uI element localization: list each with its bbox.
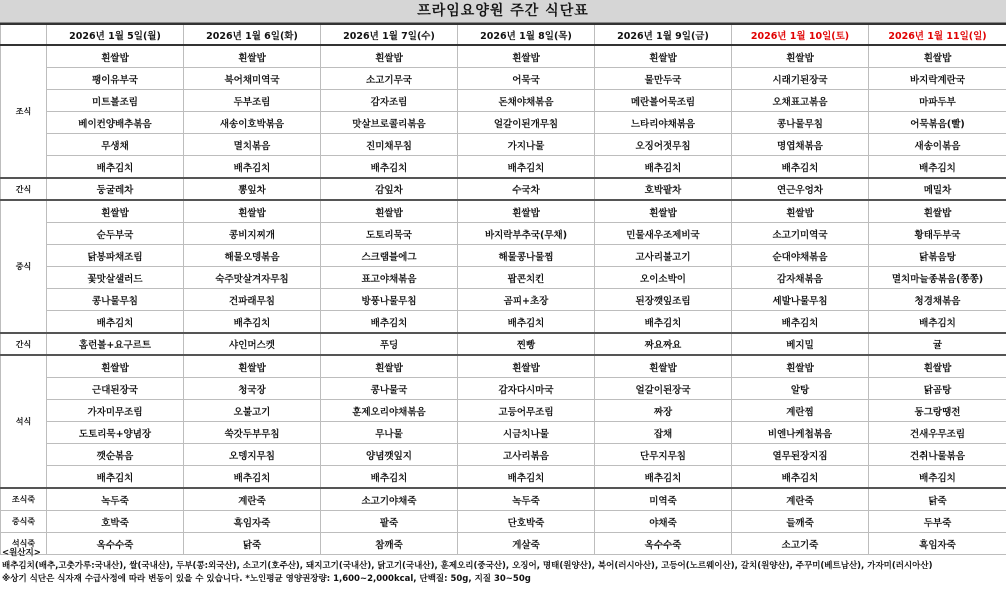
menu-cell: 마파두부 [869, 90, 1006, 112]
menu-cell: 맛살브로콜리볶음 [321, 112, 458, 134]
menu-cell: 흑임자죽 [869, 533, 1006, 555]
menu-cell: 흰쌀밥 [47, 200, 184, 223]
menu-cell: 콩나물무침 [47, 289, 184, 311]
menu-row [1, 45, 1006, 68]
menu-body [1, 45, 1006, 555]
menu-cell: 짜요짜요 [595, 333, 732, 355]
menu-row [1, 289, 1006, 311]
menu-cell: 배추김치 [595, 466, 732, 489]
menu-cell: 홈런볼+요구르트 [47, 333, 184, 355]
menu-cell: 고등어무조림 [458, 400, 595, 422]
corner-cell [1, 24, 47, 45]
menu-cell: 베지밀 [732, 333, 869, 355]
menu-cell: 어묵볶음(빨) [869, 112, 1006, 134]
menu-cell: 해물오뎅볶음 [184, 245, 321, 267]
menu-cell: 양념깻잎지 [321, 444, 458, 466]
menu-cell: 청경채볶음 [869, 289, 1006, 311]
menu-cell: 미역죽 [595, 488, 732, 511]
menu-cell: 방풍나물무침 [321, 289, 458, 311]
menu-cell: 샤인머스켓 [184, 333, 321, 355]
menu-cell: 흰쌀밥 [321, 355, 458, 378]
menu-cell: 계란찜 [732, 400, 869, 422]
menu-row [1, 311, 1006, 334]
menu-cell: 콩나물국 [321, 378, 458, 400]
menu-cell: 알탕 [732, 378, 869, 400]
menu-cell: 닭곰탕 [869, 378, 1006, 400]
date-header-weekend: 2026년 1월 10일(토) [732, 24, 869, 45]
menu-cell: 참깨죽 [321, 533, 458, 555]
menu-cell: 귤 [869, 333, 1006, 355]
menu-cell: 뽕잎차 [184, 178, 321, 200]
menu-cell: 배추김치 [47, 311, 184, 334]
menu-cell: 흰쌀밥 [184, 45, 321, 68]
menu-cell: 흰쌀밥 [321, 45, 458, 68]
menu-cell: 열무된장지짐 [732, 444, 869, 466]
menu-cell: 흰쌀밥 [47, 355, 184, 378]
menu-cell: 배추김치 [732, 466, 869, 489]
menu-cell: 팥죽 [321, 511, 458, 533]
menu-cell: 게살죽 [458, 533, 595, 555]
menu-cell: 녹두죽 [458, 488, 595, 511]
menu-cell: 도토리묵+양념장 [47, 422, 184, 444]
menu-cell: 배추김치 [869, 311, 1006, 334]
date-header: 2026년 1월 5일(월) [47, 24, 184, 45]
menu-cell: 돈채야채볶음 [458, 90, 595, 112]
menu-cell: 오채표고볶음 [732, 90, 869, 112]
menu-cell: 계란죽 [732, 488, 869, 511]
menu-row [1, 90, 1006, 112]
menu-cell: 순두부국 [47, 223, 184, 245]
menu-cell: 메밀차 [869, 178, 1006, 200]
menu-cell: 시금치나물 [458, 422, 595, 444]
menu-cell: 쑥갓두부무침 [184, 422, 321, 444]
menu-cell: 명엽채볶음 [732, 134, 869, 156]
menu-row [1, 178, 1006, 200]
menu-cell: 바지락부추국(무채) [458, 223, 595, 245]
menu-cell: 흰쌀밥 [595, 45, 732, 68]
menu-cell: 고사리볶음 [458, 444, 595, 466]
menu-row [1, 112, 1006, 134]
menu-cell: 얼갈이된장국 [595, 378, 732, 400]
menu-row [1, 511, 1006, 533]
menu-cell: 흰쌀밥 [869, 200, 1006, 223]
meal-label: 간식 [1, 178, 47, 200]
menu-cell: 흰쌀밥 [732, 200, 869, 223]
menu-cell: 된장깻잎조림 [595, 289, 732, 311]
menu-cell: 흰쌀밥 [732, 355, 869, 378]
menu-cell: 감잎차 [321, 178, 458, 200]
menu-row [1, 134, 1006, 156]
menu-cell: 흰쌀밥 [321, 200, 458, 223]
footer-note: ※상기 식단은 식자재 수급사정에 따라 변동이 있을 수 있습니다. *노인평균 영양권장량: 1,600~2,000kcal, 단백질: 50g, 지질 30~50g [2, 574, 531, 584]
menu-row [1, 223, 1006, 245]
menu-cell: 어묵국 [458, 68, 595, 90]
menu-cell: 배추김치 [321, 466, 458, 489]
menu-cell: 배추김치 [47, 466, 184, 489]
menu-cell: 배추김치 [184, 311, 321, 334]
menu-cell: 계란죽 [184, 488, 321, 511]
menu-cell: 연근우엉차 [732, 178, 869, 200]
menu-cell: 닭볶음탕 [869, 245, 1006, 267]
menu-cell: 흑임자죽 [184, 511, 321, 533]
menu-cell: 푸딩 [321, 333, 458, 355]
menu-cell: 미트볼조림 [47, 90, 184, 112]
menu-cell: 진미채무침 [321, 134, 458, 156]
menu-row [1, 267, 1006, 289]
menu-cell: 배추김치 [595, 156, 732, 179]
menu-cell: 도토리묵국 [321, 223, 458, 245]
menu-cell: 시래기된장국 [732, 68, 869, 90]
menu-cell: 옥수수죽 [595, 533, 732, 555]
menu-cell: 배추김치 [321, 156, 458, 179]
menu-cell: 건새우무조림 [869, 422, 1006, 444]
menu-cell: 수국차 [458, 178, 595, 200]
date-header: 2026년 1월 8일(목) [458, 24, 595, 45]
menu-row [1, 156, 1006, 179]
meal-label: 석식 [1, 355, 47, 488]
menu-cell: 호박죽 [47, 511, 184, 533]
menu-cell: 팝콘치킨 [458, 267, 595, 289]
menu-row [1, 444, 1006, 466]
menu-row [1, 466, 1006, 489]
menu-row [1, 333, 1006, 355]
menu-cell: 닭봉파채조림 [47, 245, 184, 267]
menu-cell: 세발나물무침 [732, 289, 869, 311]
menu-cell: 북어채미역국 [184, 68, 321, 90]
menu-cell: 호박팥차 [595, 178, 732, 200]
meal-label: 간식 [1, 333, 47, 355]
menu-cell: 소고기미역국 [732, 223, 869, 245]
menu-cell: 배추김치 [869, 466, 1006, 489]
menu-cell: 표고야채볶음 [321, 267, 458, 289]
meal-label: 중식죽 [1, 511, 47, 533]
menu-cell: 오불고기 [184, 400, 321, 422]
menu-cell: 동그랑땡전 [869, 400, 1006, 422]
menu-cell: 흰쌀밥 [732, 45, 869, 68]
menu-cell: 흰쌀밥 [47, 45, 184, 68]
menu-cell: 흰쌀밥 [184, 355, 321, 378]
date-header: 2026년 1월 9일(금) [595, 24, 732, 45]
menu-row [1, 400, 1006, 422]
menu-cell: 곰피+초장 [458, 289, 595, 311]
menu-cell: 배추김치 [732, 311, 869, 334]
menu-row [1, 422, 1006, 444]
menu-cell: 숙주맛살겨자무침 [184, 267, 321, 289]
menu-cell: 스크램블에그 [321, 245, 458, 267]
menu-cell: 콩나물무침 [732, 112, 869, 134]
menu-cell: 잡채 [595, 422, 732, 444]
menu-row [1, 488, 1006, 511]
meal-label: 중식 [1, 200, 47, 333]
menu-cell: 흰쌀밥 [458, 200, 595, 223]
menu-cell: 배추김치 [458, 311, 595, 334]
notes [0, 547, 1006, 586]
menu-cell: 훈제오리야채볶음 [321, 400, 458, 422]
menu-cell: 깻순볶음 [47, 444, 184, 466]
menu-cell: 들깨죽 [732, 511, 869, 533]
menu-row [1, 355, 1006, 378]
menu-cell: 꽃맛살샐러드 [47, 267, 184, 289]
menu-cell: 멸치마늘종볶음(쫑쫑) [869, 267, 1006, 289]
menu-cell: 두부죽 [869, 511, 1006, 533]
menu-cell: 황태두부국 [869, 223, 1006, 245]
menu-cell: 해물콩나물찜 [458, 245, 595, 267]
meal-label: 조식죽 [1, 488, 47, 511]
menu-cell: 배추김치 [458, 156, 595, 179]
menu-cell: 고사리불고기 [595, 245, 732, 267]
menu-cell: 닭죽 [184, 533, 321, 555]
menu-cell: 건파래무침 [184, 289, 321, 311]
menu-cell: 닭죽 [869, 488, 1006, 511]
menu-cell: 바지락계란국 [869, 68, 1006, 90]
page-title: 프라임요양원 주간 식단표 [0, 0, 1006, 23]
menu-cell: 흰쌀밥 [458, 45, 595, 68]
menu-cell: 흰쌀밥 [869, 355, 1006, 378]
meal-label: 석식죽 [1, 533, 47, 555]
menu-cell: 소고기죽 [732, 533, 869, 555]
meal-label: 조식 [1, 45, 47, 178]
menu-cell: 배추김치 [458, 466, 595, 489]
menu-cell: 흰쌀밥 [869, 45, 1006, 68]
menu-cell: 소고기무국 [321, 68, 458, 90]
menu-cell: 오뎅지무침 [184, 444, 321, 466]
menu-cell: 민물새우조제비국 [595, 223, 732, 245]
menu-cell: 감자다시마국 [458, 378, 595, 400]
menu-cell: 단무지무침 [595, 444, 732, 466]
menu-cell: 무생채 [47, 134, 184, 156]
date-header-row [1, 24, 1006, 45]
menu-row [1, 245, 1006, 267]
menu-cell: 소고기야채죽 [321, 488, 458, 511]
menu-cell: 멸치볶음 [184, 134, 321, 156]
menu-cell: 청국장 [184, 378, 321, 400]
date-header: 2026년 1월 6일(화) [184, 24, 321, 45]
menu-cell: 오이소박이 [595, 267, 732, 289]
menu-cell: 오징어젓무침 [595, 134, 732, 156]
menu-cell: 새송이호박볶음 [184, 112, 321, 134]
menu-cell: 짜장 [595, 400, 732, 422]
menu-row [1, 378, 1006, 400]
menu-cell: 흰쌀밥 [595, 200, 732, 223]
menu-cell: 팽이유부국 [47, 68, 184, 90]
menu-cell: 새송이볶음 [869, 134, 1006, 156]
menu-cell: 옥수수죽 [47, 533, 184, 555]
menu-cell: 배추김치 [47, 156, 184, 179]
menu-cell: 배추김치 [184, 466, 321, 489]
menu-cell: 얼갈이된개무침 [458, 112, 595, 134]
menu-cell: 단호박죽 [458, 511, 595, 533]
menu-cell: 배추김치 [869, 156, 1006, 179]
menu-cell: 야채죽 [595, 511, 732, 533]
menu-cell: 찐빵 [458, 333, 595, 355]
menu-cell: 감자조림 [321, 90, 458, 112]
menu-cell: 건취나물볶음 [869, 444, 1006, 466]
menu-cell: 베이컨양배추볶음 [47, 112, 184, 134]
menu-cell: 흰쌀밥 [595, 355, 732, 378]
menu-cell: 흰쌀밥 [458, 355, 595, 378]
menu-cell: 가자미무조림 [47, 400, 184, 422]
menu-cell: 순대야채볶음 [732, 245, 869, 267]
menu-cell: 두부조림 [184, 90, 321, 112]
date-header-weekend: 2026년 1월 11일(일) [869, 24, 1006, 45]
origin-text: 배추김치(배추,고춧가루:국내산), 쌀(국내산), 두부(콩:외국산), 소고기(호주산), 돼지고기(국내산), 닭고기(국내산), 훈제오리(중국산), 오징어, 명태(원양산), 북어(러시아산), 고등어(노르웨이산), 갈치(원양산), 주꾸미(베트남산), 가자미(러시아산) [2, 561, 933, 571]
menu-cell: 녹두죽 [47, 488, 184, 511]
menu-cell: 콩비지찌개 [184, 223, 321, 245]
menu-cell: 근대된장국 [47, 378, 184, 400]
menu-cell: 비엔나케첩볶음 [732, 422, 869, 444]
menu-cell: 물만두국 [595, 68, 732, 90]
weekly-menu-table [0, 23, 1006, 555]
origin-title: <원산지> [2, 548, 41, 558]
menu-cell: 느타리야채볶음 [595, 112, 732, 134]
date-header: 2026년 1월 7일(수) [321, 24, 458, 45]
menu-cell: 배추김치 [732, 156, 869, 179]
menu-cell: 가지나물 [458, 134, 595, 156]
menu-cell: 배추김치 [321, 311, 458, 334]
menu-cell: 감자채볶음 [732, 267, 869, 289]
menu-row [1, 200, 1006, 223]
menu-cell: 배추김치 [184, 156, 321, 179]
menu-row [1, 68, 1006, 90]
menu-cell: 무나물 [321, 422, 458, 444]
menu-cell: 배추김치 [595, 311, 732, 334]
menu-cell: 둥굴레차 [47, 178, 184, 200]
menu-cell: 메란볼어묵조림 [595, 90, 732, 112]
menu-cell: 흰쌀밥 [184, 200, 321, 223]
